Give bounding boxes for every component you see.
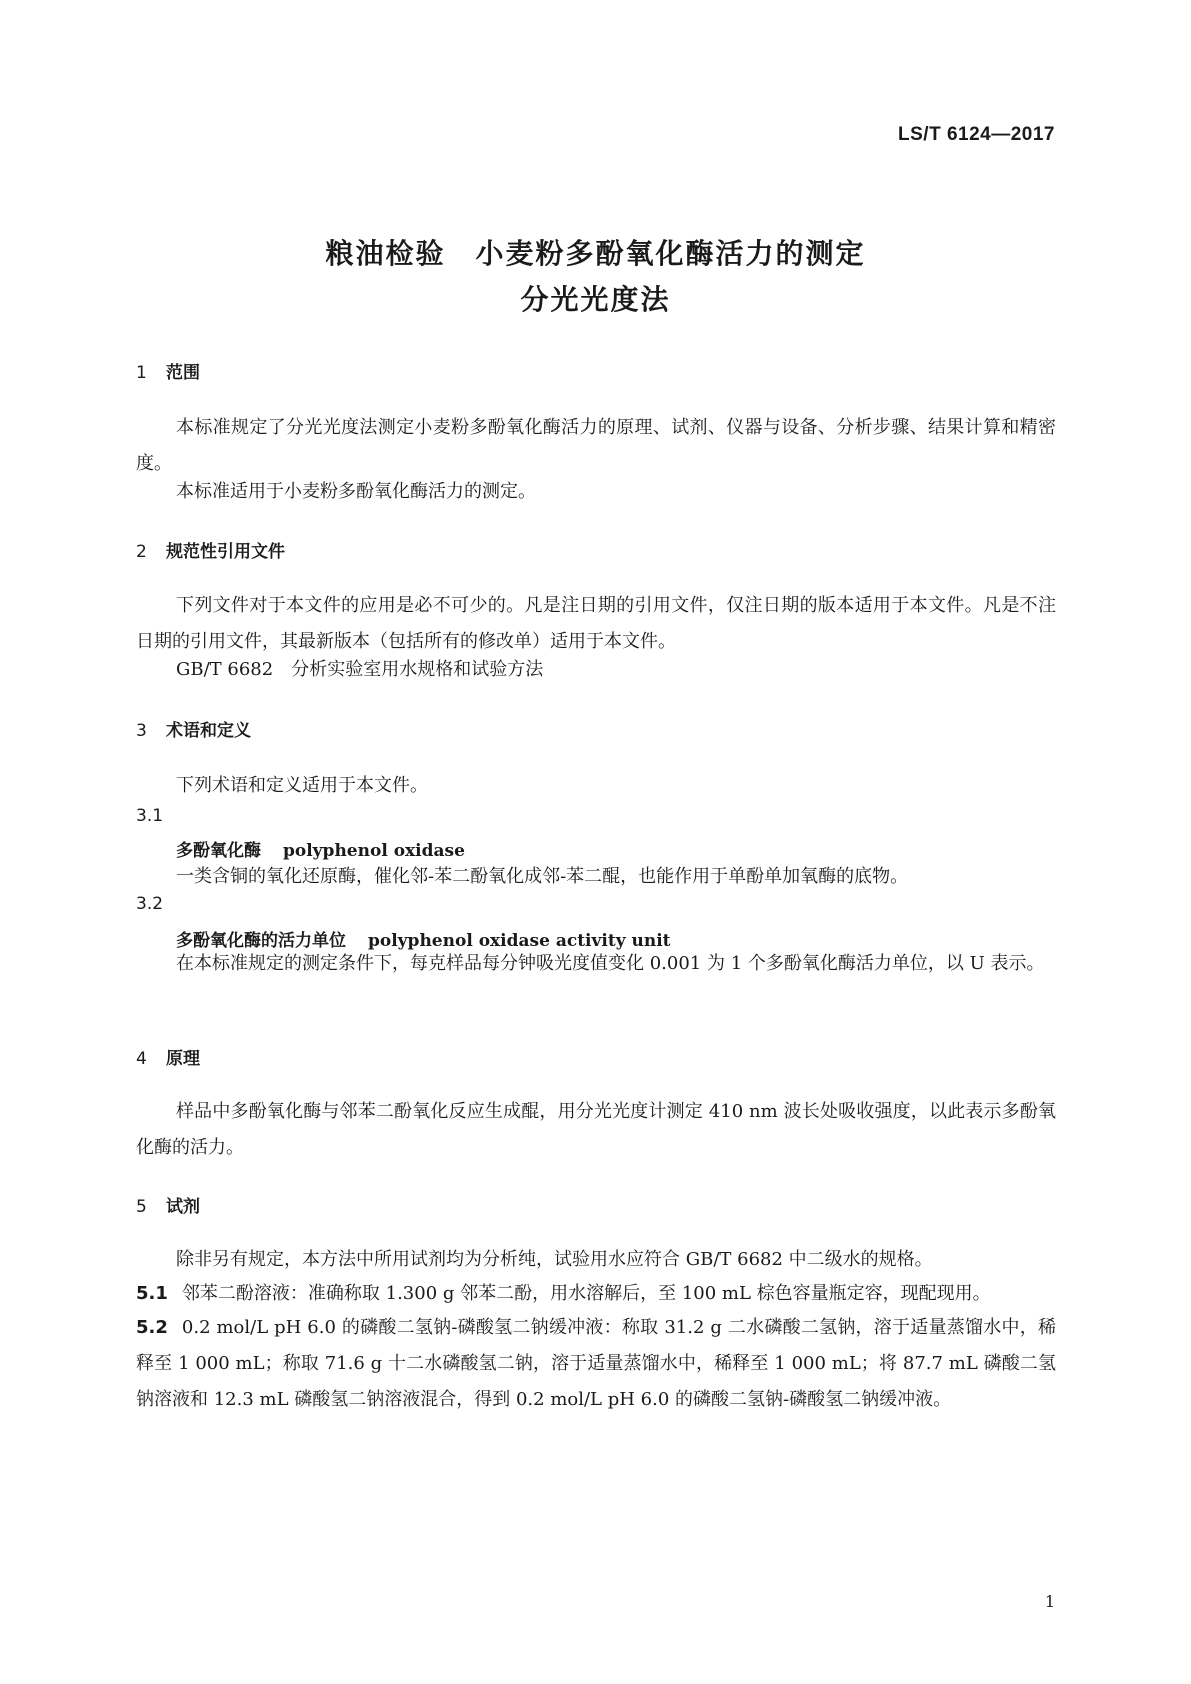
section-1-paragraph-1: 本标准规定了分光光度法测定小麦粉多酚氧化酶活力的原理、试剂、仪器与设备、分析步骤、结果计算和精密度。: [136, 417, 1056, 474]
section-5-paragraph-1: 除非另有规定，本方法中所用试剂均为分析纯，试验用水应符合 GB/T 6682 中二级水的规格。: [176, 1249, 933, 1270]
normative-reference: GB/T 6682 分析实验室用水规格和试验方法: [176, 659, 544, 680]
term-en: polyphenol oxidase activity unit: [368, 931, 671, 951]
section-title: 术语和定义: [166, 721, 251, 741]
document-title-line2: 分光光度法: [520, 283, 671, 316]
section-title: 规范性引用文件: [166, 542, 285, 562]
item-text: 0.2 mol/L pH 6.0 的磷酸二氢钠-磷酸氢二钠缓冲液：称取 31.2 g 二水磷酸二氢钠，溶于适量蒸馏水中，稀释至 1 000 mL；称取 71.6 g 十二水磷酸氢二钠，溶于适量蒸馏水中，稀释至 1 000 mL；将 87.7 mL 磷酸二氢钠溶液和 12.3 mL 磷酸氢二钠溶液混合，得到 0.2 mol/L pH 6.0 的磷酸二氢钠-磷酸氢二钠缓冲液。: [136, 1317, 1056, 1410]
term-3-1-definition: 一类含铜的氧化还原酶，催化邻-苯二酚氧化成邻-苯二醌，也能作用于单酚单加氧酶的底物。: [176, 866, 909, 887]
section-number: 3: [136, 721, 147, 741]
document-title-line1: 粮油检验 小麦粉多酚氧化酶活力的测定: [325, 237, 866, 270]
section-3-paragraph-1: 下列术语和定义适用于本文件。: [176, 775, 428, 796]
item-number: 5.1: [136, 1283, 168, 1304]
section-2-heading: [136, 537, 285, 562]
term-cn: 多酚氧化酶: [176, 841, 261, 861]
section-title: 试剂: [166, 1197, 200, 1217]
section-number: 4: [136, 1049, 147, 1069]
term-cn: 多酚氧化酶的活力单位: [176, 931, 346, 951]
section-2-paragraph-1: 下列文件对于本文件的应用是必不可少的。凡是注日期的引用文件，仅注日期的版本适用于本文件。凡是不注日期的引用文件，其最新版本（包括所有的修改单）适用于本文件。: [136, 595, 1056, 652]
section-number: 2: [136, 542, 147, 562]
section-3-heading: [136, 716, 251, 741]
section-1-heading: [136, 358, 200, 383]
item-number: 5.2: [136, 1317, 168, 1338]
section-4-heading: [136, 1044, 200, 1069]
term-3-2-number: 3.2: [136, 894, 164, 914]
term-3-1-number: 3.1: [136, 806, 164, 826]
section-1-paragraph-2: 本标准适用于小麦粉多酚氧化酶活力的测定。: [176, 481, 536, 502]
section-title: 范围: [166, 363, 200, 383]
term-en: polyphenol oxidase: [283, 841, 465, 861]
standard-code: LS/T 6124—2017: [898, 124, 1055, 145]
reagent-5-2: [136, 1310, 1056, 1418]
term-3-1: [176, 836, 465, 861]
item-text: 邻苯二酚溶液：准确称取 1.300 g 邻苯二酚，用水溶解后，至 100 mL 棕色容量瓶定容，现配现用。: [181, 1283, 991, 1304]
section-5-heading: [136, 1192, 200, 1217]
reagent-5-1: [136, 1276, 1056, 1312]
section-number: 5: [136, 1197, 147, 1217]
section-4-paragraph-1: 样品中多酚氧化酶与邻苯二酚氧化反应生成醌，用分光光度计测定 410 nm 波长处吸收强度，以此表示多酚氧化酶的活力。: [136, 1101, 1056, 1158]
section-title: 原理: [166, 1049, 200, 1069]
page-number: 1: [1044, 1592, 1055, 1611]
term-3-2-definition: 在本标准规定的测定条件下，每克样品每分钟吸光度值变化 0.001 为 1 个多酚氧化酶活力单位，以 U 表示。: [176, 953, 1045, 974]
section-number: 1: [136, 363, 147, 383]
